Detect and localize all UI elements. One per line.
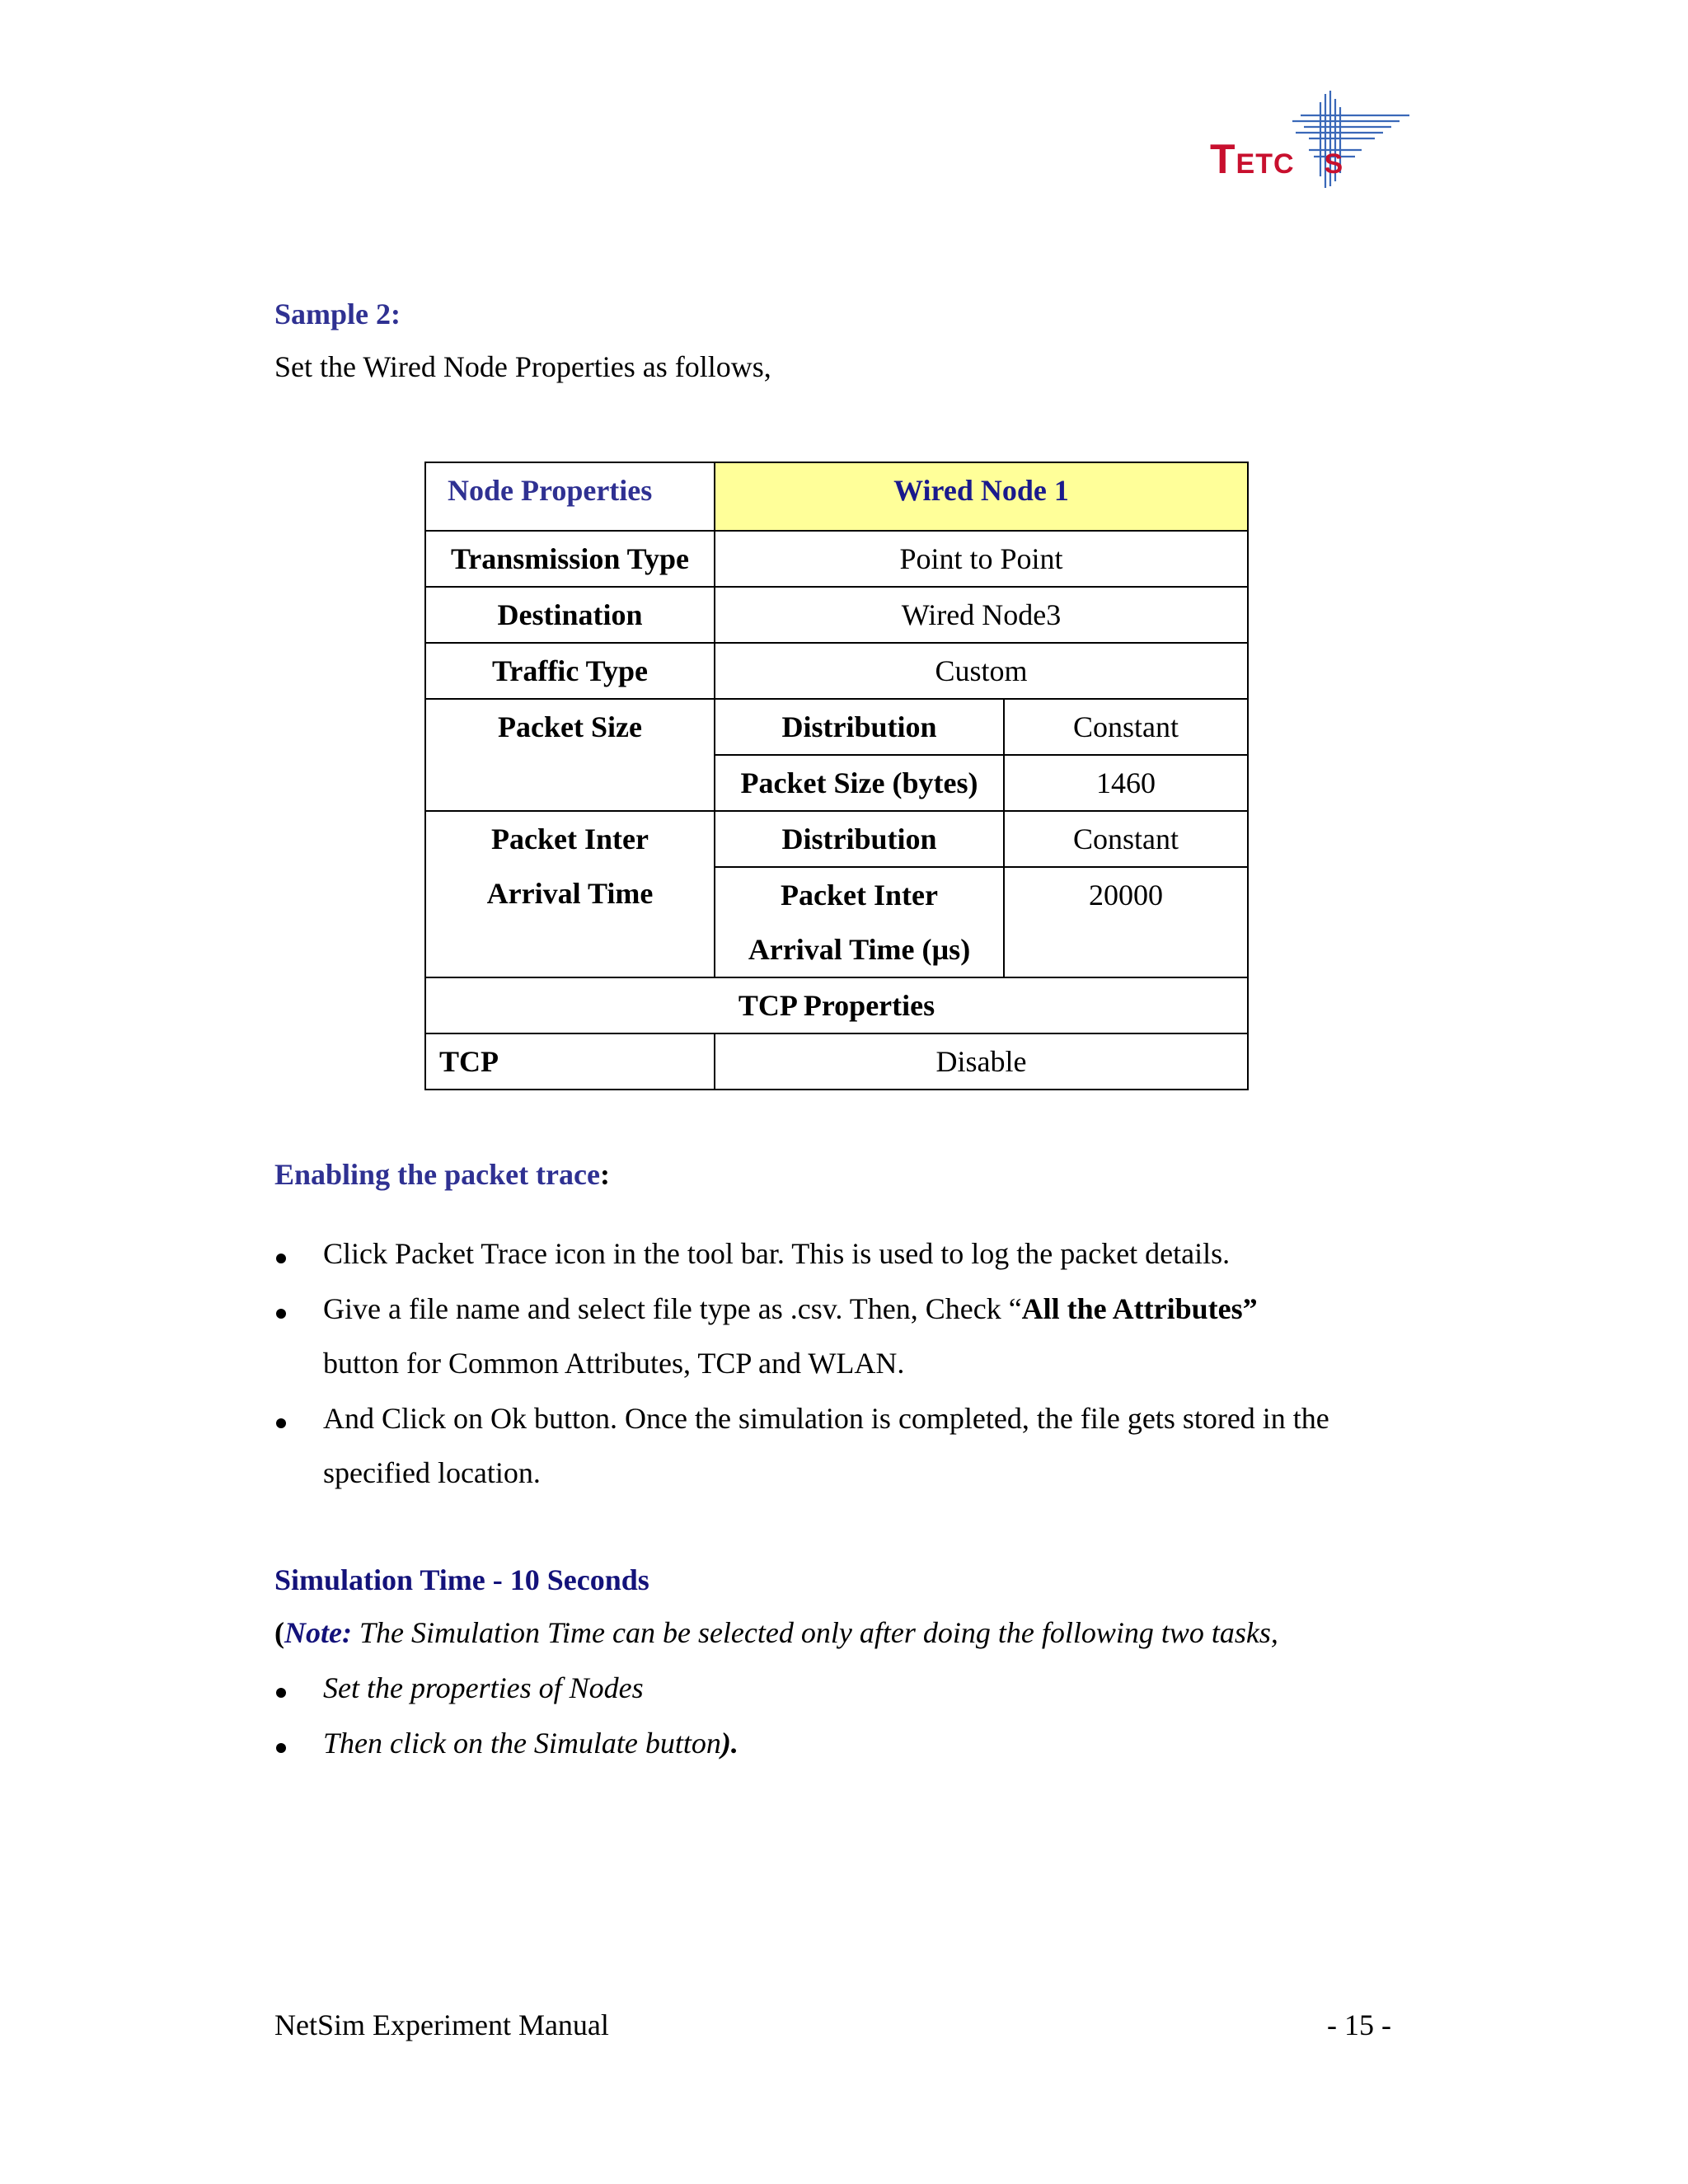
tcp-value: Disable — [715, 1033, 1248, 1090]
simulation-task-list — [276, 1671, 1447, 1786]
bullet-icon — [276, 1254, 286, 1263]
tcp-properties-section: TCP Properties — [425, 977, 1248, 1033]
inter-arrival-time-label — [715, 867, 1004, 977]
sample-intro: Set the Wired Node Properties as follows, — [274, 350, 771, 383]
inter-arrival-time-label-line1: Packet Inter — [781, 879, 938, 912]
table-row — [425, 462, 1248, 531]
destination-value: Wired Node3 — [715, 587, 1248, 643]
trace-bullet-2-bold: All the Attributes” — [1021, 1292, 1258, 1325]
header-node-properties: Node Properties — [425, 462, 715, 531]
trace-bullet-2-line2: button for Common Attributes, TCP and WLAN. — [323, 1347, 905, 1380]
table-row — [425, 977, 1248, 1033]
packet-size-distribution-label: Distribution — [715, 699, 1004, 755]
bullet-icon — [276, 1743, 286, 1753]
trace-bullet-2-text: Give a file name and select file type as .csv. Then, Check “ — [323, 1292, 1022, 1325]
task-1: Set the properties of Nodes — [323, 1671, 644, 1704]
header-wired-node-1: Wired Node 1 — [715, 462, 1248, 531]
transmission-type-value: Point to Point — [715, 531, 1248, 587]
task-2 — [323, 1726, 738, 1760]
note-text: The Simulation Time can be selected only after doing the following two tasks, — [351, 1616, 1278, 1649]
packet-trace-heading — [274, 1157, 610, 1192]
packet-size-label: Packet Size — [425, 699, 715, 811]
table-row — [425, 643, 1248, 699]
inter-arrival-distribution-label: Distribution — [715, 811, 1004, 867]
table-row — [425, 1033, 1248, 1090]
table-row — [425, 811, 1248, 867]
tetcos-logo — [1203, 91, 1409, 194]
trace-bullet-1: Click Packet Trace icon in the tool bar. This is used to log the packet details. — [323, 1237, 1231, 1270]
logo-wordmark: TETC S — [1210, 136, 1344, 182]
sample-heading: Sample 2: — [274, 298, 401, 330]
footer-page-number: - 15 - — [1327, 2008, 1391, 2041]
simulation-time-heading: Simulation Time - 10 Seconds — [274, 1563, 649, 1596]
tcp-label: TCP — [425, 1033, 715, 1090]
trace-bullet-3-line1: And Click on Ok button. Once the simulation is completed, the file gets stored in the — [323, 1402, 1329, 1435]
footer-title: NetSim Experiment Manual — [274, 2008, 609, 2041]
traffic-type-value: Custom — [715, 643, 1248, 699]
inter-arrival-label — [425, 811, 715, 977]
trace-bullet-2 — [323, 1291, 1258, 1326]
bullet-icon — [276, 1309, 286, 1319]
inter-arrival-label-line1: Packet Inter — [491, 823, 649, 855]
task-2-text: Then click on the Simulate button — [323, 1727, 721, 1760]
inter-arrival-time-value: 20000 — [1004, 867, 1248, 977]
task-2-close: ). — [720, 1727, 738, 1760]
bullet-icon — [276, 1688, 286, 1698]
traffic-type-label: Traffic Type — [425, 643, 715, 699]
packet-size-bytes-label: Packet Size (bytes) — [715, 755, 1004, 811]
packet-size-bytes-value: 1460 — [1004, 755, 1248, 811]
node-properties-table — [424, 462, 1249, 1090]
packet-trace-list — [276, 1236, 1447, 1500]
destination-label: Destination — [425, 587, 715, 643]
inter-arrival-distribution-value: Constant — [1004, 811, 1248, 867]
table-row — [425, 587, 1248, 643]
note-open-paren: ( — [274, 1616, 284, 1649]
note-label: Note: — [284, 1616, 352, 1649]
bullet-icon — [276, 1418, 286, 1428]
trace-bullet-3-line2: specified location. — [323, 1456, 541, 1489]
simulation-note — [274, 1615, 1278, 1650]
inter-arrival-time-label-line2: Arrival Time (µs) — [748, 933, 971, 966]
packet-trace-heading-text: Enabling the packet trace — [274, 1158, 600, 1191]
inter-arrival-label-line2: Arrival Time — [486, 877, 654, 910]
table-row — [425, 699, 1248, 755]
packet-trace-heading-colon: : — [599, 1158, 610, 1191]
transmission-type-label: Transmission Type — [425, 531, 715, 587]
packet-size-distribution-value: Constant — [1004, 699, 1248, 755]
table-row — [425, 531, 1248, 587]
